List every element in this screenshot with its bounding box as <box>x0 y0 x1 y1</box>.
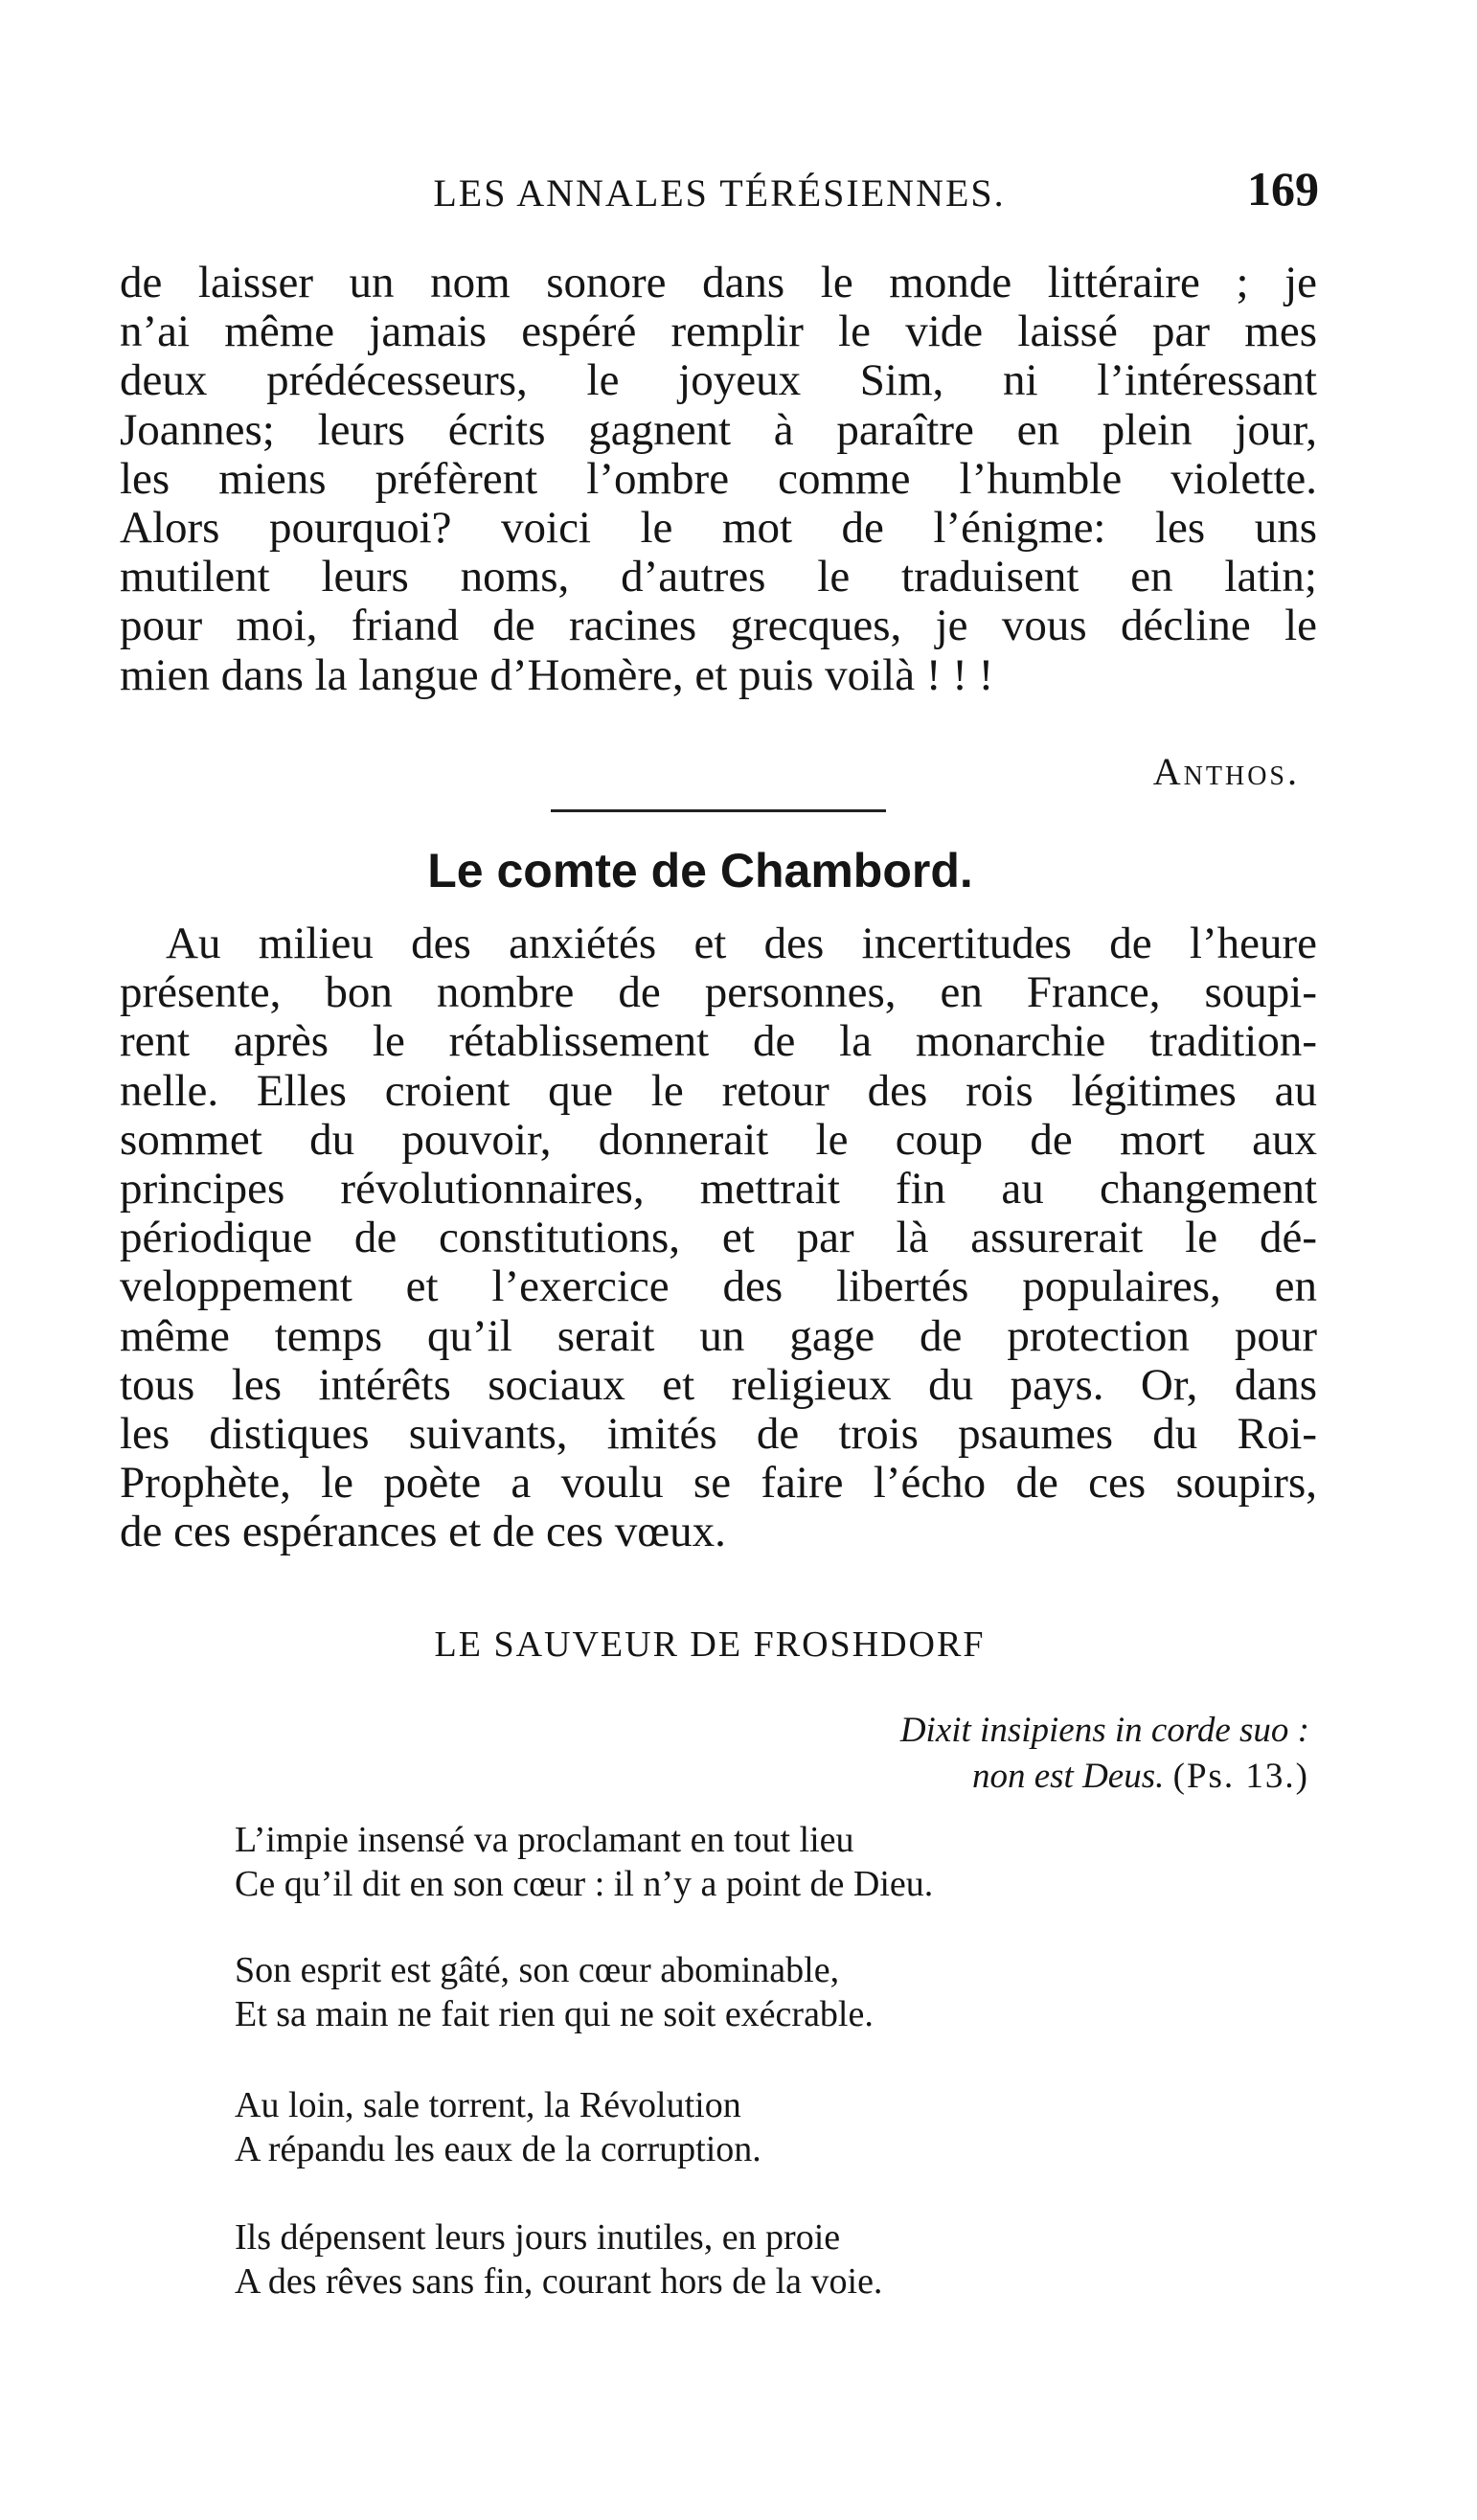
epigraph-reference: (Ps. 13.) <box>1172 1757 1309 1796</box>
poem-stanza <box>235 1948 874 2036</box>
text-line: de laisser un nom sonore dans le monde littéraire ; je <box>120 259 1317 307</box>
paragraph-anthos-letter-end <box>120 259 1317 700</box>
text-line: même temps qu’il serait un gage de protection pour <box>120 1311 1317 1361</box>
poem-stanza <box>235 2215 882 2304</box>
epigraph-text: Dixit insipiens in corde suo : <box>899 1711 1309 1750</box>
epigraph-line <box>900 1708 1309 1754</box>
verse-line: A répandu les eaux de la corruption. <box>235 2129 761 2169</box>
text-line: présente, bon nombre de personnes, en France, soupi- <box>120 968 1317 1018</box>
page-number: 169 <box>1247 162 1319 216</box>
author-signature: Anthos. <box>1152 750 1300 793</box>
text-line: les distiques suivants, imités de trois psaumes du Roi- <box>120 1410 1317 1460</box>
poem-title: LE SAUVEUR DE FROSHDORF <box>434 1624 986 1665</box>
poem-stanza <box>235 1818 933 1906</box>
section-title: Le comte de Chambord. <box>427 844 973 897</box>
verse-line: Ce qu’il dit en son cœur : il n’y a point de Dieu. <box>235 1864 934 1904</box>
text-line: Joannes; leurs écrits gagnent à paraître en plein jour, <box>120 405 1317 455</box>
text-line: Alors pourquoi? voici le mot de l’énigme: les uns <box>120 504 1317 554</box>
verse-line: Ils dépensent leurs jours inutiles, en proie <box>235 2217 841 2258</box>
verse-line: Au loin, sale torrent, la Révolution <box>235 2085 741 2125</box>
text-line: tous les intérêts sociaux et religieux du pays. Or, dans <box>120 1360 1317 1410</box>
text-line: Au milieu des anxiétés et des incertitudes de l’heure <box>166 919 1317 968</box>
text-line: sommet du pouvoir, donnerait le coup de mort aux <box>120 1115 1317 1165</box>
epigraph-line <box>900 1754 1309 1800</box>
text-line: n’ai même jamais espéré remplir le vide laissé par mes <box>120 307 1317 357</box>
page-header <box>120 161 1319 218</box>
text-line: les miens préfèrent l’ombre comme l’humble violette. <box>120 454 1317 504</box>
section-divider <box>551 809 886 812</box>
verse-line: A des rêves sans fin, courant hors de la voie. <box>235 2261 883 2302</box>
verse-line: Et sa main ne fait rien qui ne soit exécrable. <box>235 1994 874 2034</box>
text-line: nelle. Elles croient que le retour des rois légitimes au <box>120 1066 1317 1116</box>
text-line: pour moi, friand de racines grecques, je vous décline le <box>120 602 1317 651</box>
text-line: deux prédécesseurs, le joyeux Sim, ni l’intéressant <box>120 356 1317 406</box>
text-line: mien dans la langue d’Homère, et puis voilà ! ! ! <box>120 650 994 700</box>
text-line: principes révolutionnaires, mettrait fin au changement <box>120 1165 1317 1215</box>
text-line: rent après le rétablissement de la monarchie tradition- <box>120 1017 1317 1067</box>
verse-line: Son esprit est gâté, son cœur abominable, <box>235 1950 840 1990</box>
text-line: périodique de constitutions, et par là assurerait le dé- <box>120 1214 1317 1263</box>
epigraph-text: non est Deus. <box>971 1757 1165 1796</box>
running-head: LES ANNALES TÉRÉSIENNES. <box>433 171 1006 215</box>
text-line: veloppement et l’exercice des libertés populaires, en <box>120 1262 1317 1312</box>
paragraph-chambord-intro <box>120 919 1317 1557</box>
poem-stanza <box>235 2083 761 2171</box>
verse-line: L’impie insensé va proclamant en tout lieu <box>235 1820 854 1860</box>
text-line: mutilent leurs noms, d’autres le traduisent en latin; <box>120 553 1317 602</box>
text-line: Prophète, le poète a voulu se faire l’écho de ces soupirs, <box>120 1459 1317 1509</box>
poem-epigraph <box>900 1708 1309 1800</box>
text-line: de ces espérances et de ces vœux. <box>120 1508 726 1557</box>
